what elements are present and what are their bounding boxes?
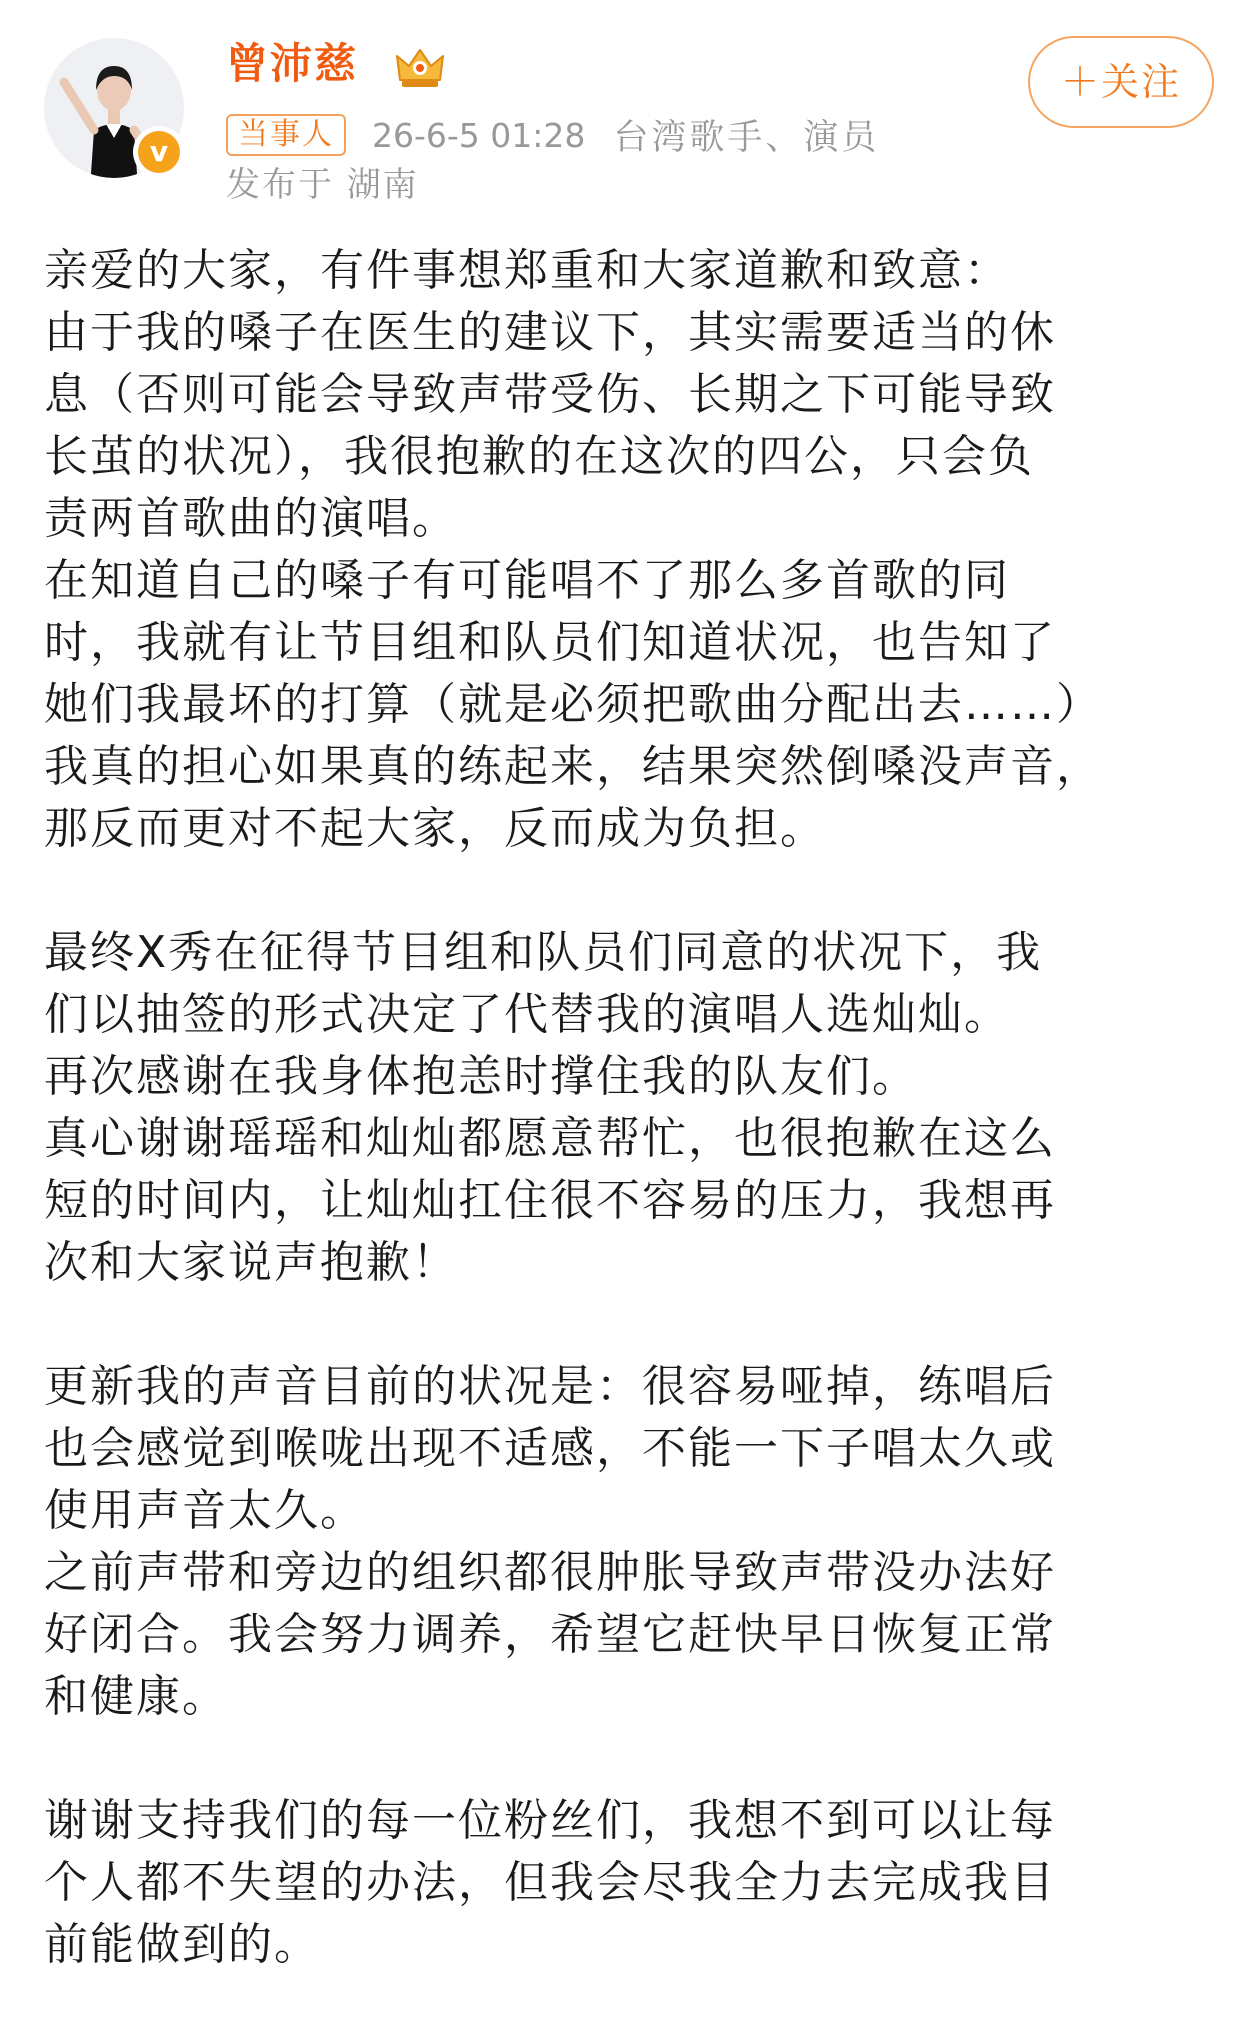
content-line: 也会感觉到喉咙出现不适感，不能一下子唱太久或: [44, 1423, 1056, 1474]
author-description: 台湾歌手、演员: [613, 118, 880, 158]
content-line: 那反而更对不起大家，反而成为负担。: [44, 803, 826, 854]
content-line: 时，我就有让节目组和队员们知道状况，也告知了: [44, 617, 1056, 668]
paragraph-gap: [44, 1728, 1220, 1790]
content-line: 们以抽签的形式决定了代替我的演唱人选灿灿。: [44, 989, 1010, 1040]
verified-icon: [133, 126, 185, 178]
verified-mark: v: [138, 131, 180, 173]
content-line: 我真的担心如果真的练起来，结果突然倒嗓没声音，: [44, 741, 1102, 792]
paragraph-gap: [44, 1294, 1220, 1356]
content-line: 责两首歌曲的演唱。: [44, 493, 458, 544]
content-line: 使用声音太久。: [44, 1485, 366, 1536]
content-line: 短的时间内，让灿灿扛住很不容易的压力，我想再: [44, 1175, 1056, 1226]
post-header: [0, 0, 1260, 205]
content-line: 真心谢谢瑶瑶和灿灿都愿意帮忙，也很抱歉在这么: [44, 1113, 1056, 1164]
content-line: 个人都不失望的办法，但我会尽我全力去完成我目: [44, 1857, 1056, 1908]
author-name[interactable]: 曾沛慈: [226, 39, 359, 88]
crown-badge-icon: [394, 46, 446, 90]
follow-button[interactable]: ＋关注: [1028, 36, 1214, 128]
content-line: 更新我的声音目前的状况是：很容易哑掉，练唱后: [44, 1361, 1056, 1412]
content-line: 亲爱的大家，有件事想郑重和大家道歉和致意：: [44, 245, 1010, 296]
paragraph-gap: [44, 860, 1220, 922]
post-location: 发布于 湖南: [226, 165, 419, 205]
content-line: 再次感谢在我身体抱恙时撑住我的队友们。: [44, 1051, 918, 1102]
content-line: 好闭合。我会努力调养，希望它赶快早日恢复正常: [44, 1609, 1056, 1660]
content-line: 长茧的状况），我很抱歉的在这次的四公，只会负: [44, 431, 1034, 482]
content-line: 她们我最坏的打算（就是必须把歌曲分配出去……）: [44, 679, 1102, 730]
content-line: 之前声带和旁边的组织都很肿胀导致声带没办法好: [44, 1547, 1056, 1598]
content-line: 和健康。: [44, 1671, 228, 1722]
post-timestamp: 26-6-5 01:28: [372, 115, 586, 155]
post-meta: [226, 112, 879, 158]
content-line: 在知道自己的嗓子有可能唱不了那么多首歌的同: [44, 555, 1010, 606]
role-badge: 当事人: [226, 114, 346, 156]
post-content: [44, 240, 1220, 1976]
content-line: 由于我的嗓子在医生的建议下，其实需要适当的休: [44, 307, 1056, 358]
content-line: 谢谢支持我们的每一位粉丝们，我想不到可以让每: [44, 1795, 1056, 1846]
content-line: 息（否则可能会导致声带受伤、长期之下可能导致: [44, 369, 1056, 420]
content-line: 次和大家说声抱歉！: [44, 1237, 458, 1288]
content-line: 最终X秀在征得节目组和队员们同意的状况下，我: [44, 927, 1043, 978]
content-line: 前能做到的。: [44, 1919, 320, 1970]
